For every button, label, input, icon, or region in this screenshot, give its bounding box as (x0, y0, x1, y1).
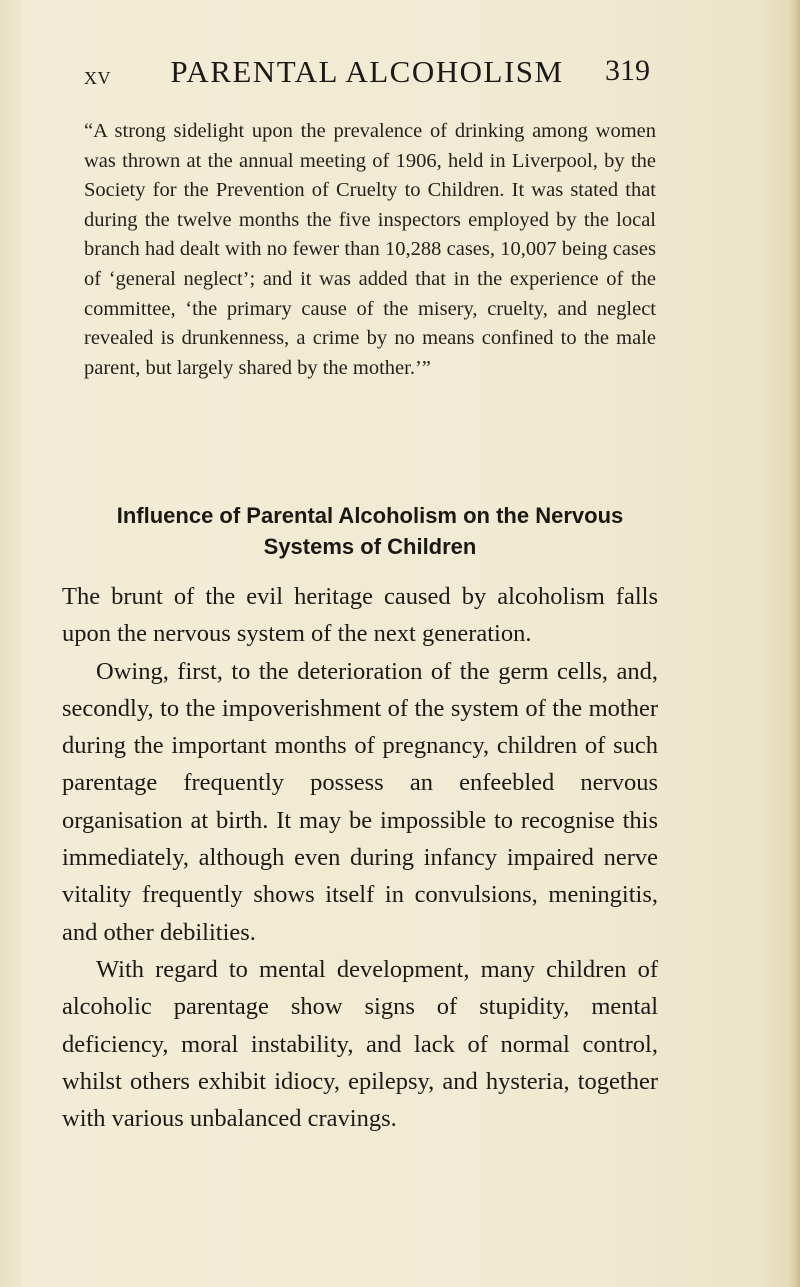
running-title: PARENTAL ALCOHOLISM (170, 54, 564, 89)
quoted-paragraph: “A strong sidelight upon the prevalence of drinking among women was thrown at the annual meeting of 1906, held in Liverpool, by the Society for the Prevention of Cruelty to Children. It was stated that during the twelve months the five inspectors employed by the local branch had dealt with no fewer than 10,288 cases, 10,007 being cases of ‘general neglect’; and it was added that in the experience of the committee, ‘the primary cause of the misery, cruelty, and neglect revealed is drunkenness, a crime by no means confined to the male parent, but largely shared by the mother.’” (84, 120, 656, 379)
body-paragraph: With regard to mental development, many children of alcoholic parentage show signs of stupidity, mental deficiency, moral instability, and lack of normal control, whilst others exhibit idiocy, epilepsy, and hysteria, together with various unbalanced cravings. (62, 955, 658, 1133)
page-edge (790, 0, 800, 1287)
page-number: 319 (605, 54, 650, 87)
section-heading-line-1: Influence of Parental Alcoholism on the Nervous (116, 503, 624, 528)
chapter-number: XV (84, 68, 111, 88)
section-body (62, 578, 658, 1137)
body-paragraph: Owing, first, to the deterioration of the germ cells, and, secondly, to the impoverishment of the system of the mother during the important months of pregnancy, children of such parentage frequently possess an enfeebled nervous organisation at birth. It may be impossible to recognise this immediately, although even during infancy impaired nerve vitality frequently shows itself in convulsions, meningitis, and other debilities. (62, 657, 658, 946)
section-heading (84, 500, 656, 562)
running-header (84, 54, 650, 94)
section-heading-line-2: Systems of Children (263, 534, 477, 559)
body-paragraph: The brunt of the evil heritage caused by alcoholism falls upon the nervous system of the next generation. (62, 583, 658, 648)
page-gutter (0, 0, 22, 1287)
